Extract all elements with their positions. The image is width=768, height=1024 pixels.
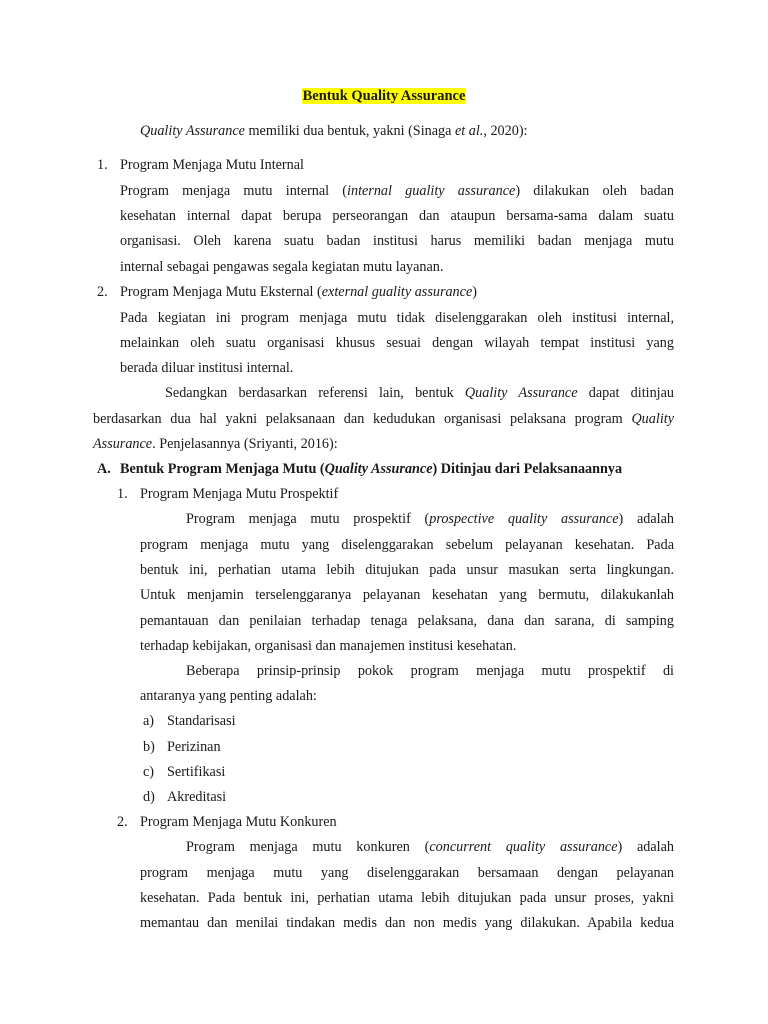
- paragraph-line: berdasarkan dua hal yakni pelaksanaan dan kedudukan organisasi pelaksana program Quality: [93, 411, 674, 427]
- paragraph-line: Beberapa prinsip-prinsip pokok program menjaga mutu prospektif di: [186, 663, 674, 679]
- paragraph-line: program menjaga mutu yang diselenggarakan sebelum pelayanan kesehatan. Pada: [140, 537, 674, 553]
- paragraph-line: berada diluar institusi internal.: [120, 360, 294, 376]
- paragraph-line: program menjaga mutu yang diselenggarakan bersamaan dengan pelayanan: [140, 865, 674, 881]
- intro-line: Quality Assurance memiliki dua bentuk, yakni (Sinaga et al., 2020):: [140, 123, 528, 139]
- paragraph-line: Untuk menjamin terselenggaranya pelayanan kesehatan yang bermutu, dilakukanlah: [140, 587, 674, 603]
- list-heading: Program Menjaga Mutu Konkuren: [140, 814, 337, 830]
- paragraph-line: kesehatan internal dapat berupa perseorangan dan ataupun bersama-sama dalam suatu: [120, 208, 674, 224]
- paragraph-line: melainkan oleh suatu organisasi khusus sesuai dengan wilayah tempat institusi yang: [120, 335, 674, 351]
- list-number: 1.: [117, 486, 128, 502]
- list-heading: Program Menjaga Mutu Eksternal (external guality assurance): [120, 284, 477, 300]
- list-item: Sertifikasi: [167, 764, 226, 780]
- list-number: 2.: [117, 814, 128, 830]
- paragraph-line: terhadap kebijakan, organisasi dan manajemen institusi kesehatan.: [140, 638, 517, 654]
- paragraph-line: memantau dan menilai tindakan medis dan non medis yang dilakukan. Apabila kedua: [140, 915, 674, 931]
- paragraph-line: Pada kegiatan ini program menjaga mutu tidak diselenggarakan oleh institusi internal,: [120, 310, 674, 326]
- paragraph-line: Program menjaga mutu prospektif (prospective quality assurance) adalah: [186, 511, 674, 527]
- list-marker: c): [143, 764, 155, 780]
- paragraph-line: organisasi. Oleh karena suatu badan institusi harus memiliki badan menjaga mutu: [120, 233, 674, 249]
- paragraph-line: antaranya yang penting adalah:: [140, 688, 317, 704]
- paragraph-line: Program menjaga mutu konkuren (concurrent quality assurance) adalah: [186, 839, 675, 855]
- paragraph-line: internal sebagai pengawas segala kegiatan mutu layanan.: [120, 259, 444, 275]
- paragraph-line: pemantauan dan penilaian terhadap tenaga pelaksana, dana dan sarana, di samping: [140, 613, 674, 629]
- paragraph-line: Sedangkan berdasarkan referensi lain, bentuk Quality Assurance dapat ditinjau: [165, 385, 675, 401]
- list-marker: a): [143, 713, 155, 729]
- list-heading: Program Menjaga Mutu Prospektif: [140, 486, 339, 502]
- document-title: Bentuk Quality Assurance: [302, 88, 466, 104]
- list-item: Akreditasi: [167, 789, 227, 805]
- list-heading: Program Menjaga Mutu Internal: [120, 157, 304, 173]
- list-number: 2.: [97, 284, 108, 300]
- paragraph-line: bentuk ini, perhatian utama lebih ditujukan pada unsur masukan serta lingkungan.: [140, 562, 674, 578]
- section-heading: Bentuk Program Menjaga Mutu (Quality Assurance) Ditinjau dari Pelaksanaannya: [120, 461, 623, 477]
- list-marker: d): [143, 789, 155, 805]
- section-letter: A.: [97, 461, 111, 477]
- paragraph-line: Program menjaga mutu internal (internal guality assurance) dilakukan oleh badan: [120, 183, 674, 199]
- list-item: Perizinan: [167, 739, 221, 755]
- paragraph-line: kesehatan. Pada bentuk ini, perhatian utama lebih ditujukan pada unsur proses, yakni: [140, 890, 674, 906]
- list-item: Standarisasi: [167, 713, 236, 729]
- paragraph-line: Assurance. Penjelasannya (Sriyanti, 2016):: [93, 436, 338, 452]
- list-number: 1.: [97, 157, 108, 173]
- list-marker: b): [143, 739, 155, 755]
